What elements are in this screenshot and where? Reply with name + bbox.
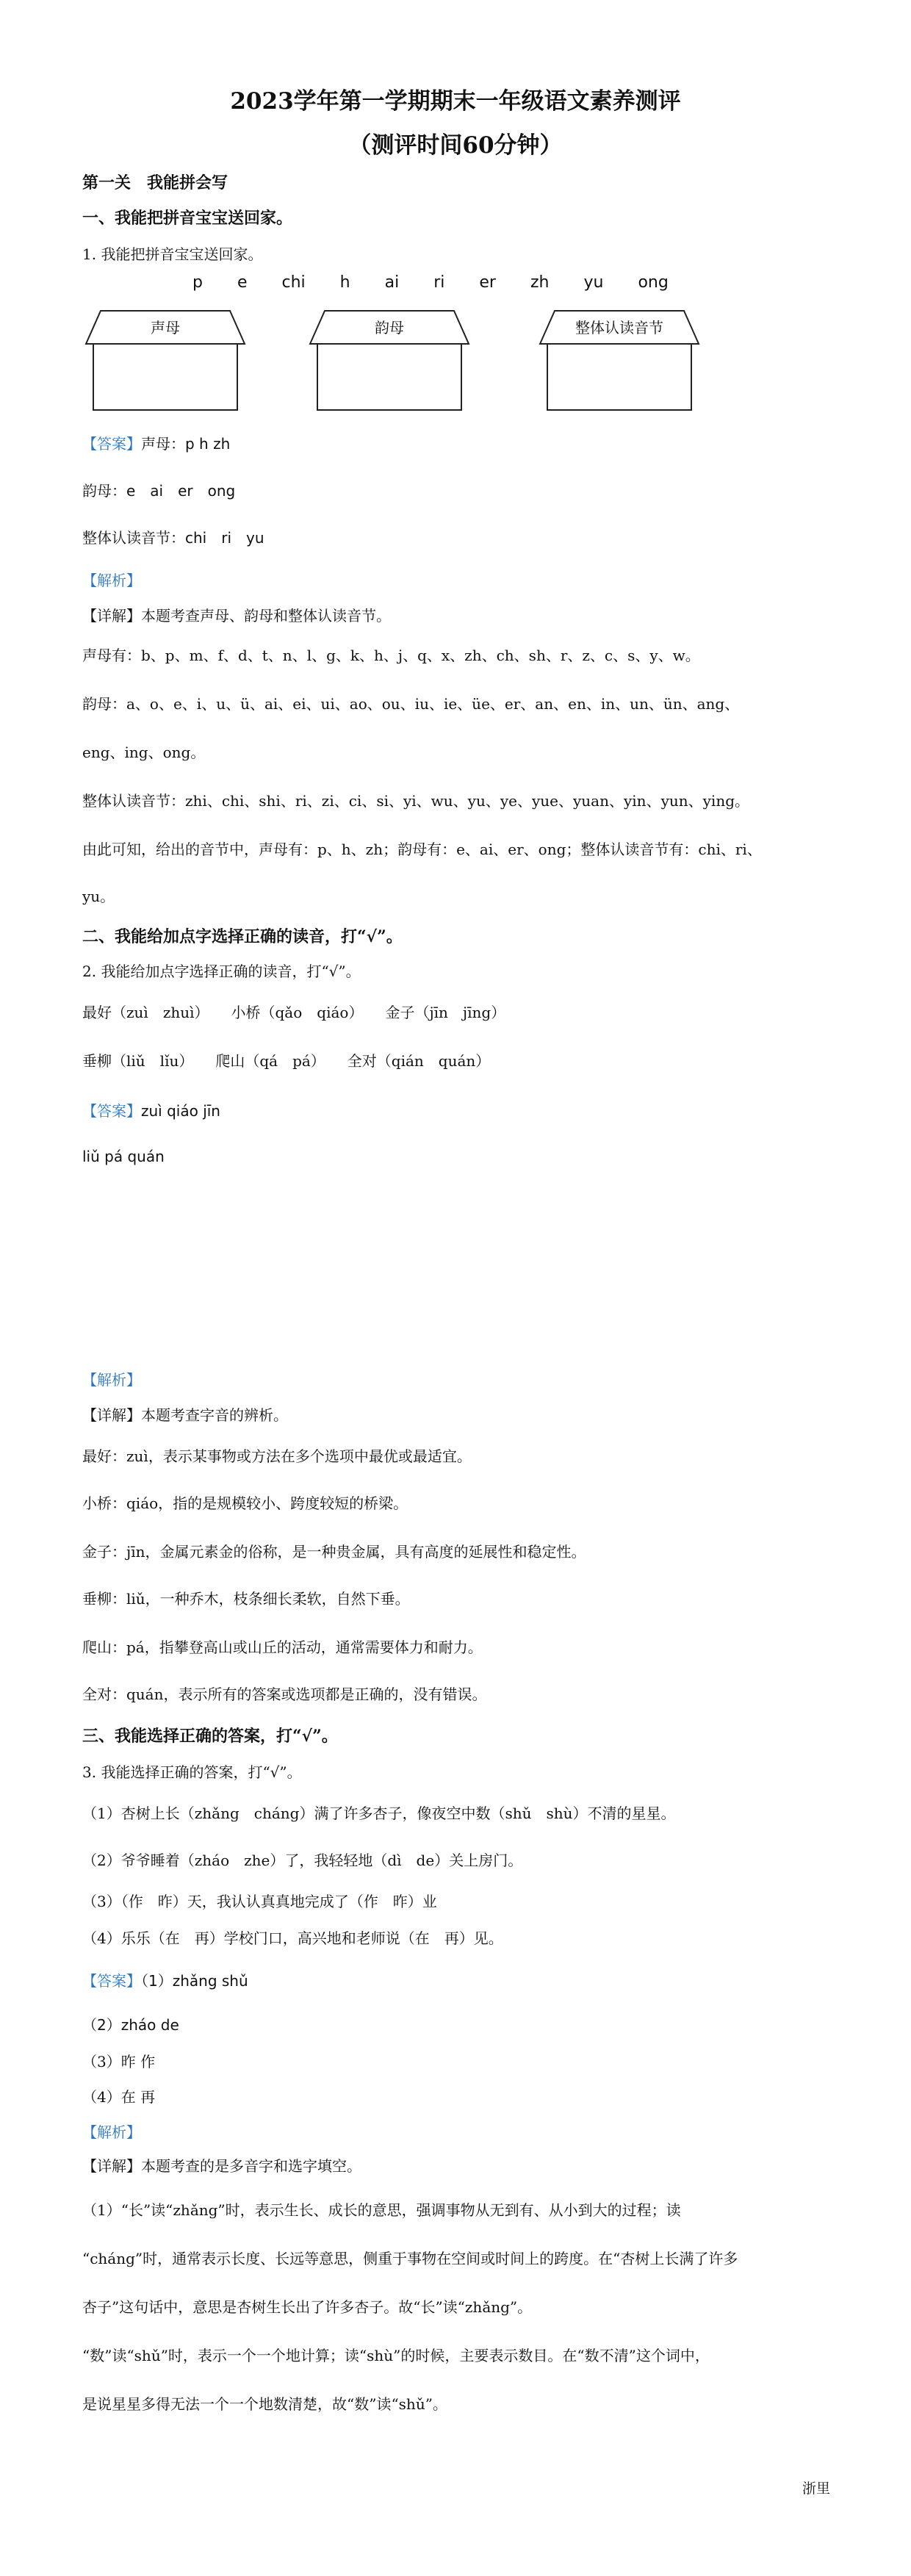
q3-sentence: （2）爷爷睡着（zháo zhe）了，我轻轻地（dì de）关上房门。 xyxy=(82,1852,523,1869)
analysis-line: 韵母：a、o、e、i、u、ü、ai、ei、ui、ao、ou、iu、ie、üe、er、an、en、in、un、ün、ang、 xyxy=(82,695,740,713)
q3-heading: 三、我能选择正确的答案，打“√”。 xyxy=(82,1727,338,1746)
q2-heading: 二、我能给加点字选择正确的读音，打“√”。 xyxy=(82,927,403,946)
answer-text: 声母：p h zh xyxy=(141,435,231,453)
answer-text: zuì qiáo jīn xyxy=(141,1102,220,1120)
q1-heading: 一、我能把拼音宝宝送回家。 xyxy=(82,209,293,228)
q3-answer xyxy=(82,1969,248,1990)
q3-sentence: （1）杏树上长（zhǎng cháng）满了许多杏子，像夜空中数（shǔ shù）不清的星星。 xyxy=(82,1805,676,1822)
answer-text: （2）zháo de xyxy=(82,2016,179,2034)
pinyin-item: ri xyxy=(433,273,445,292)
analysis-line: 全对：quán，表示所有的答案或选项都是正确的，没有错误。 xyxy=(82,1685,487,1703)
pinyin-item: yu xyxy=(583,273,604,292)
q2-stem: 2. 我能给加点字选择正确的读音，打“√”。 xyxy=(82,963,361,980)
answer-text: （3）昨 作 xyxy=(82,2053,156,2070)
answer-text: 整体认读音节：chi ri yu xyxy=(82,529,264,547)
q3-stem: 3. 我能选择正确的答案，打“√”。 xyxy=(82,1763,302,1781)
pinyin-item: h xyxy=(339,273,350,292)
analysis-line: （1）“长”读“zhǎng”时，表示生长、成长的意思，强调事物从无到有、从小到大的过程；读 xyxy=(82,2201,681,2219)
q3-sentence: （4）乐乐（在 再）学校门口，高兴地和老师说（在 再）见。 xyxy=(82,1929,503,1947)
analysis-line: 声母有：b、p、m、f、d、t、n、l、g、k、h、j、q、x、zh、ch、sh、r、z、c、s、y、w。 xyxy=(82,647,700,664)
analysis-detail: 【详解】本题考查字音的辨析。 xyxy=(82,1406,288,1424)
q2-answer xyxy=(82,1099,220,1120)
pinyin-item: zh xyxy=(530,273,550,292)
analysis-tag: 【解析】 xyxy=(82,572,141,589)
analysis-line: yu。 xyxy=(82,888,115,905)
q1-answer xyxy=(82,432,230,453)
answer-tag: 【答案】 xyxy=(82,435,141,453)
pinyin-item: chi xyxy=(281,273,306,292)
analysis-line: 是说星星多得无法一个一个地数清楚，故“数”读“shǔ”。 xyxy=(82,2395,447,2413)
analysis-line: eng、ing、ong。 xyxy=(82,744,206,761)
analysis-line: 整体认读音节：zhi、chi、shi、ri、zi、ci、si、yi、wu、yu、ye、yue、yuan、yin、yun、ying。 xyxy=(82,792,750,810)
pinyin-item: ong xyxy=(638,273,669,292)
analysis-detail: 【详解】本题考查声母、韵母和整体认读音节。 xyxy=(82,607,391,625)
pinyin-item: e xyxy=(237,273,248,292)
answer-text: （1）zhǎng shǔ xyxy=(141,1972,248,1990)
analysis-line: 小桥：qiáo，指的是规模较小、跨度较短的桥梁。 xyxy=(82,1494,408,1512)
part-heading: 第一关 我能拼会写 xyxy=(82,173,228,193)
pinyin-row xyxy=(192,273,698,292)
answer-text: （4）在 再 xyxy=(82,2088,156,2106)
page-subtitle: （测评时间60分钟） xyxy=(348,132,563,159)
page-title: 2023学年第一学期期末一年级语文素养测评 xyxy=(230,88,681,115)
analysis-detail: 【详解】本题考查的是多音字和选字填空。 xyxy=(82,2157,361,2175)
analysis-tag: 【解析】 xyxy=(82,2123,141,2141)
answer-tag: 【答案】 xyxy=(82,1972,141,1990)
answer-tag: 【答案】 xyxy=(82,1102,141,1120)
q1-stem: 1. 我能把拼音宝宝送回家。 xyxy=(82,245,263,263)
analysis-line: 爬山：pá，指攀登高山或山丘的活动，通常需要体力和耐力。 xyxy=(82,1638,483,1656)
house-label: 声母 xyxy=(151,319,180,337)
house-label: 整体认读音节 xyxy=(575,319,663,337)
analysis-tag: 【解析】 xyxy=(82,1371,141,1389)
analysis-line: 金子：jīn，金属元素金的俗称，是一种贵金属，具有高度的延展性和稳定性。 xyxy=(82,1543,586,1561)
q3-sentence: （3）（作 昨）天，我认认真真地完成了（作 昨）业 xyxy=(82,1893,437,1910)
analysis-line: “数”读“shǔ”时，表示一个一个地计算；读“shù”的时候，主要表示数目。在“数不清”这个词中， xyxy=(82,2347,710,2364)
pinyin-item: er xyxy=(479,273,496,292)
analysis-line: “cháng”时，通常表示长度、长远等意思，侧重于事物在空间或时间上的跨度。在“杏树上长满了许多 xyxy=(82,2250,738,2267)
page-footer: 浙里 xyxy=(802,2480,830,2497)
house-label: 韵母 xyxy=(375,319,404,337)
analysis-line: 由此可知，给出的音节中，声母有：p、h、zh；韵母有：e、ai、er、ong；整体认读音节有：chi、ri、 xyxy=(82,841,762,858)
answer-text: 韵母：e ai er ong xyxy=(82,482,236,500)
analysis-line: 最好：zuì，表示某事物或方法在多个选项中最优或最适宜。 xyxy=(82,1447,472,1465)
analysis-line: 杏子”这句话中，意思是杏树生长出了许多杏子。故“长”读“zhǎng”。 xyxy=(82,2298,533,2316)
answer-text: liǔ pá quán xyxy=(82,1148,165,1165)
pinyin-item: ai xyxy=(384,273,400,292)
q2-row: 最好（zuì zhuì） 小桥（qǎo qiáo） 金子（jīn jīng） xyxy=(82,1004,506,1021)
analysis-line: 垂柳：liǔ，一种乔木，枝条细长柔软，自然下垂。 xyxy=(82,1590,410,1608)
pinyin-item: p xyxy=(192,273,203,292)
q2-row: 垂柳（liǔ lǐu） 爬山（qá pá） 全对（qián quán） xyxy=(82,1052,491,1070)
